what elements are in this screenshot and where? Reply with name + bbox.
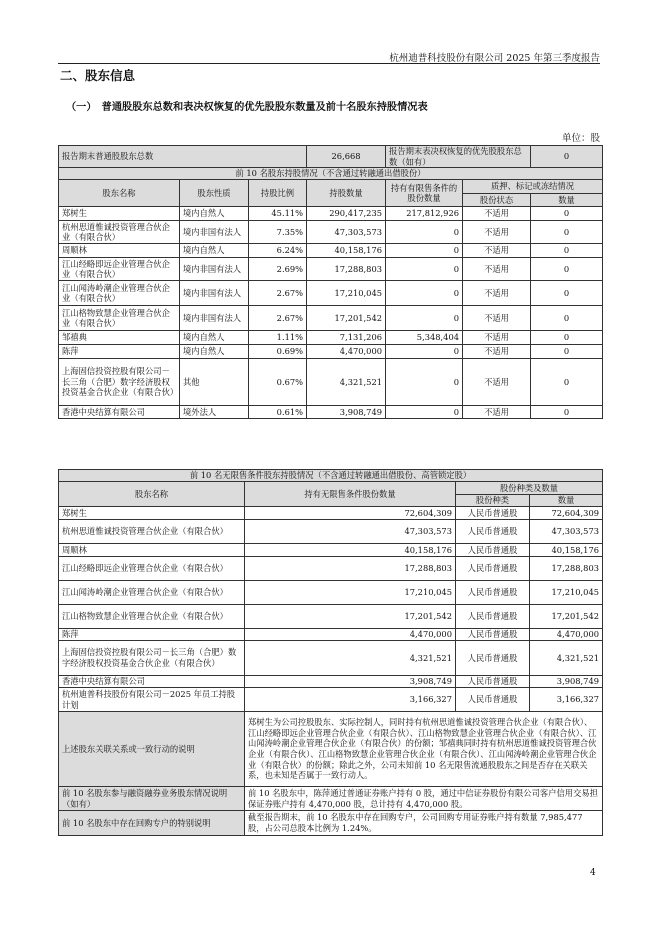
col-header-name: 股东名称 bbox=[59, 180, 180, 207]
shareholder-name: 杭州思道惟诚投资管理合伙企业（有限合伙） bbox=[59, 520, 245, 544]
unrestricted-header-row bbox=[59, 482, 603, 495]
share-count: 72,604,309 bbox=[530, 507, 603, 520]
col-header-count: 数量 bbox=[531, 194, 603, 207]
holding-quantity: 17,210,045 bbox=[307, 281, 386, 306]
holding-ratio: 2.67% bbox=[249, 281, 307, 306]
restricted-quantity: 0 bbox=[386, 258, 463, 281]
restricted-quantity: 217,812,926 bbox=[386, 207, 463, 221]
restricted-quantity: 0 bbox=[386, 244, 463, 258]
shareholder-name: 陈萍 bbox=[59, 345, 180, 359]
table-row bbox=[59, 406, 603, 419]
shareholder-name: 邹禧典 bbox=[59, 331, 180, 345]
unrestricted-title: 前 10 名无限售条件股东持股情况（不含通过转融通出借股份、高管锁定股） bbox=[59, 470, 603, 482]
shareholder-nature: 境内非国有法人 bbox=[180, 281, 249, 306]
shareholder-nature: 境内自然人 bbox=[180, 345, 249, 359]
shareholder-nature: 境内非国有法人 bbox=[180, 258, 249, 281]
col-header-type-group: 股份种类及数量 bbox=[456, 482, 603, 495]
holding-ratio: 1.11% bbox=[249, 331, 307, 345]
table-row bbox=[59, 345, 603, 359]
note-row bbox=[59, 712, 603, 787]
shareholder-nature: 境内自然人 bbox=[180, 244, 249, 258]
table-row bbox=[59, 557, 603, 581]
holding-quantity: 4,470,000 bbox=[307, 345, 386, 359]
note-text: 前 10 名股东中，陈萍通过普通证券账户持有 0 股，通过中信证券股份有限公司客户信用交易担保证券账户持有 4,470,000 股，总计持有 4,470,000 股。 bbox=[245, 787, 603, 811]
top10-header-row bbox=[59, 180, 603, 194]
holding-ratio: 2.69% bbox=[249, 258, 307, 281]
unrestricted-quantity: 47,303,573 bbox=[245, 520, 456, 544]
share-count: 4,470,000 bbox=[530, 629, 603, 641]
unrestricted-quantity: 3,908,749 bbox=[245, 676, 456, 688]
share-type: 人民币普通股 bbox=[456, 581, 530, 605]
col-header-nature: 股东性质 bbox=[180, 180, 249, 207]
table-row bbox=[59, 544, 603, 557]
holding-ratio: 7.35% bbox=[249, 221, 307, 244]
shareholder-name: 杭州迪普科技股份有限公司－2025 年员工持股计划 bbox=[59, 688, 245, 712]
pledge-count: 0 bbox=[531, 244, 603, 258]
share-count: 3,166,327 bbox=[530, 688, 603, 712]
shareholder-name: 杭州思道惟诚投资管理合伙企业（有限合伙） bbox=[59, 221, 180, 244]
pledge-count: 0 bbox=[531, 306, 603, 331]
share-status: 不适用 bbox=[463, 244, 531, 258]
table-row bbox=[59, 221, 603, 244]
shareholder-name: 陈萍 bbox=[59, 629, 245, 641]
share-status: 不适用 bbox=[463, 258, 531, 281]
shareholder-name: 上海固信投资控股有限公司－长三角（合肥）数字经济股权投资基金合伙企业（有限合伙） bbox=[59, 359, 180, 406]
shareholder-name: 香港中央结算有限公司 bbox=[59, 406, 180, 419]
unrestricted-quantity: 4,470,000 bbox=[245, 629, 456, 641]
table-row bbox=[59, 331, 603, 345]
holding-quantity: 17,201,542 bbox=[307, 306, 386, 331]
unrestricted-quantity: 72,604,309 bbox=[245, 507, 456, 520]
top10-title-row bbox=[59, 168, 603, 180]
pref-holders-value: 0 bbox=[531, 146, 603, 168]
shareholder-name: 江山闻涛岭潮企业管理合伙企业（有限合伙） bbox=[59, 281, 180, 306]
share-type: 人民币普通股 bbox=[456, 688, 530, 712]
holding-quantity: 47,303,573 bbox=[307, 221, 386, 244]
table-row bbox=[59, 605, 603, 629]
holding-quantity: 40,158,176 bbox=[307, 244, 386, 258]
shareholder-name: 江山闻涛岭潮企业管理合伙企业（有限合伙） bbox=[59, 581, 245, 605]
shareholder-name: 江山格物致慧企业管理合伙企业（有限合伙） bbox=[59, 306, 180, 331]
col-header-status: 股份状态 bbox=[463, 194, 531, 207]
col-header-type: 股份种类 bbox=[456, 495, 530, 507]
share-status: 不适用 bbox=[463, 306, 531, 331]
table-row bbox=[59, 676, 603, 688]
note-text: 郑树生为公司控股股东、实际控制人，同时持有杭州思道惟诚投资管理合伙企业（有限合伙）、江山经略即远企业管理合伙企业（有限合伙）、江山格物致慧企业管理合伙企业（有限合伙）、江山闻涛岭潮企业管理合伙企业（有限合伙）的份额；邹禧典同时持有杭州思道惟诚投资管理合伙企业（有限合伙）、江山格物致慧企业管理合伙企业（有限合伙）、江山闻涛岭潮企业管理合伙企业（有限合伙）的份额；除此之外，公司未知前 10 名无限售流通股股东之间是否存在关联关系，也未知是否属于一致行动人。 bbox=[245, 712, 603, 787]
restricted-quantity: 0 bbox=[386, 359, 463, 406]
unrestricted-shareholders-table bbox=[58, 469, 603, 836]
pledge-count: 0 bbox=[531, 281, 603, 306]
shareholder-name: 郑树生 bbox=[59, 207, 180, 221]
share-type: 人民币普通股 bbox=[456, 641, 530, 676]
common-holders-value: 26,668 bbox=[307, 146, 386, 168]
note-label: 上述股东关联关系或一致行动的说明 bbox=[59, 712, 245, 787]
unrestricted-quantity: 17,201,542 bbox=[245, 605, 456, 629]
col-header-quantity: 持股数量 bbox=[307, 180, 386, 207]
table-row bbox=[59, 629, 603, 641]
section-subtitle: （一） 普通股股东总数和表决权恢复的优先股股东数量及前十名股东持股情况表 bbox=[66, 101, 428, 113]
pledge-count: 0 bbox=[531, 345, 603, 359]
table-row bbox=[59, 641, 603, 676]
share-type: 人民币普通股 bbox=[456, 507, 530, 520]
share-status: 不适用 bbox=[463, 207, 531, 221]
col-header-ratio: 持股比例 bbox=[249, 180, 307, 207]
note-row bbox=[59, 811, 603, 836]
share-status: 不适用 bbox=[463, 359, 531, 406]
note-text: 截至报告期末，前 10 名股东中存在回购专户，公司回购专用证券账户持有数量 7,985,477 股，占公司总股本比例为 1.24%。 bbox=[245, 811, 603, 836]
share-status: 不适用 bbox=[463, 221, 531, 244]
unrestricted-quantity: 17,288,803 bbox=[245, 557, 456, 581]
pledge-count: 0 bbox=[531, 331, 603, 345]
share-type: 人民币普通股 bbox=[456, 544, 530, 557]
pledge-count: 0 bbox=[531, 406, 603, 419]
share-status: 不适用 bbox=[463, 345, 531, 359]
restricted-quantity: 0 bbox=[386, 406, 463, 419]
share-count: 47,303,573 bbox=[530, 520, 603, 544]
common-holders-label: 报告期末普通股股东总数 bbox=[59, 146, 307, 168]
col-header-unrestricted-qty: 持有无限售条件股份数量 bbox=[245, 482, 456, 507]
shareholder-nature: 境内非国有法人 bbox=[180, 221, 249, 244]
table-row bbox=[59, 244, 603, 258]
share-count: 40,158,176 bbox=[530, 544, 603, 557]
col-header-name: 股东名称 bbox=[59, 482, 245, 507]
holding-quantity: 3,908,749 bbox=[307, 406, 386, 419]
table-row bbox=[59, 507, 603, 520]
unrestricted-quantity: 4,321,521 bbox=[245, 641, 456, 676]
note-label: 前 10 名股东参与融资融券业务股东情况说明（如有） bbox=[59, 787, 245, 811]
page-number: 4 bbox=[590, 868, 596, 878]
col-header-count: 数量 bbox=[530, 495, 603, 507]
holding-quantity: 7,131,206 bbox=[307, 331, 386, 345]
report-header: 杭州迪普科技股份有限公司 2025 年第三季度报告 bbox=[389, 53, 600, 64]
col-header-restricted: 持有有限售条件的股份数量 bbox=[386, 180, 463, 207]
table-row bbox=[59, 258, 603, 281]
holding-ratio: 45.11% bbox=[249, 207, 307, 221]
shareholder-name: 上海固信投资控股有限公司－长三角（合肥）数字经济股权投资基金合伙企业（有限合伙） bbox=[59, 641, 245, 676]
shareholder-nature: 境内非国有法人 bbox=[180, 306, 249, 331]
pledge-count: 0 bbox=[531, 221, 603, 244]
holding-quantity: 4,321,521 bbox=[307, 359, 386, 406]
share-count: 4,321,521 bbox=[530, 641, 603, 676]
table-row bbox=[59, 520, 603, 544]
share-type: 人民币普通股 bbox=[456, 557, 530, 581]
share-status: 不适用 bbox=[463, 281, 531, 306]
share-status: 不适用 bbox=[463, 331, 531, 345]
restricted-quantity: 5,348,404 bbox=[386, 331, 463, 345]
top10-shareholders-table bbox=[58, 145, 603, 419]
table-row bbox=[59, 306, 603, 331]
holding-quantity: 290,417,235 bbox=[307, 207, 386, 221]
table-row bbox=[59, 581, 603, 605]
shareholder-nature: 境内自然人 bbox=[180, 207, 249, 221]
note-label: 前 10 名股东中存在回购专户的特别说明 bbox=[59, 811, 245, 836]
section-title: 二、股东信息 bbox=[60, 68, 136, 83]
shareholder-name: 周顺林 bbox=[59, 544, 245, 557]
restricted-quantity: 0 bbox=[386, 281, 463, 306]
share-type: 人民币普通股 bbox=[456, 676, 530, 688]
holding-ratio: 0.61% bbox=[249, 406, 307, 419]
pledge-count: 0 bbox=[531, 359, 603, 406]
holding-quantity: 17,288,803 bbox=[307, 258, 386, 281]
shareholder-nature: 其他 bbox=[180, 359, 249, 406]
col-header-pledge-group: 质押、标记或冻结情况 bbox=[463, 180, 603, 194]
share-count: 17,201,542 bbox=[530, 605, 603, 629]
share-count: 17,210,045 bbox=[530, 581, 603, 605]
header-divider bbox=[58, 63, 600, 64]
share-type: 人民币普通股 bbox=[456, 520, 530, 544]
table-row bbox=[59, 281, 603, 306]
holding-ratio: 2.67% bbox=[249, 306, 307, 331]
summary-row bbox=[59, 146, 603, 168]
pledge-count: 0 bbox=[531, 258, 603, 281]
table-row bbox=[59, 688, 603, 712]
share-type: 人民币普通股 bbox=[456, 629, 530, 641]
share-status: 不适用 bbox=[463, 406, 531, 419]
shareholder-name: 周顺林 bbox=[59, 244, 180, 258]
restricted-quantity: 0 bbox=[386, 306, 463, 331]
holding-ratio: 6.24% bbox=[249, 244, 307, 258]
shareholder-nature: 境内自然人 bbox=[180, 331, 249, 345]
unrestricted-quantity: 3,166,327 bbox=[245, 688, 456, 712]
pledge-count: 0 bbox=[531, 207, 603, 221]
table-row bbox=[59, 359, 603, 406]
shareholder-name: 香港中央结算有限公司 bbox=[59, 676, 245, 688]
table-row bbox=[59, 207, 603, 221]
unrestricted-title-row bbox=[59, 470, 603, 482]
shareholder-nature: 境外法人 bbox=[180, 406, 249, 419]
shareholder-name: 江山格物致慧企业管理合伙企业（有限合伙） bbox=[59, 605, 245, 629]
top10-title: 前 10 名股东持股情况（不含通过转融通出借股份） bbox=[59, 168, 603, 180]
restricted-quantity: 0 bbox=[386, 221, 463, 244]
shareholder-name: 郑树生 bbox=[59, 507, 245, 520]
restricted-quantity: 0 bbox=[386, 345, 463, 359]
shareholder-name: 江山经略即远企业管理合伙企业（有限合伙） bbox=[59, 258, 180, 281]
holding-ratio: 0.67% bbox=[249, 359, 307, 406]
unit-label: 单位：股 bbox=[561, 133, 600, 144]
share-count: 17,288,803 bbox=[530, 557, 603, 581]
shareholder-name: 江山经略即远企业管理合伙企业（有限合伙） bbox=[59, 557, 245, 581]
unrestricted-quantity: 17,210,045 bbox=[245, 581, 456, 605]
share-type: 人民币普通股 bbox=[456, 605, 530, 629]
holding-ratio: 0.69% bbox=[249, 345, 307, 359]
unrestricted-quantity: 40,158,176 bbox=[245, 544, 456, 557]
share-count: 3,908,749 bbox=[530, 676, 603, 688]
pref-holders-label: 报告期末表决权恢复的优先股股东总数（如有） bbox=[386, 146, 531, 168]
note-row bbox=[59, 787, 603, 811]
